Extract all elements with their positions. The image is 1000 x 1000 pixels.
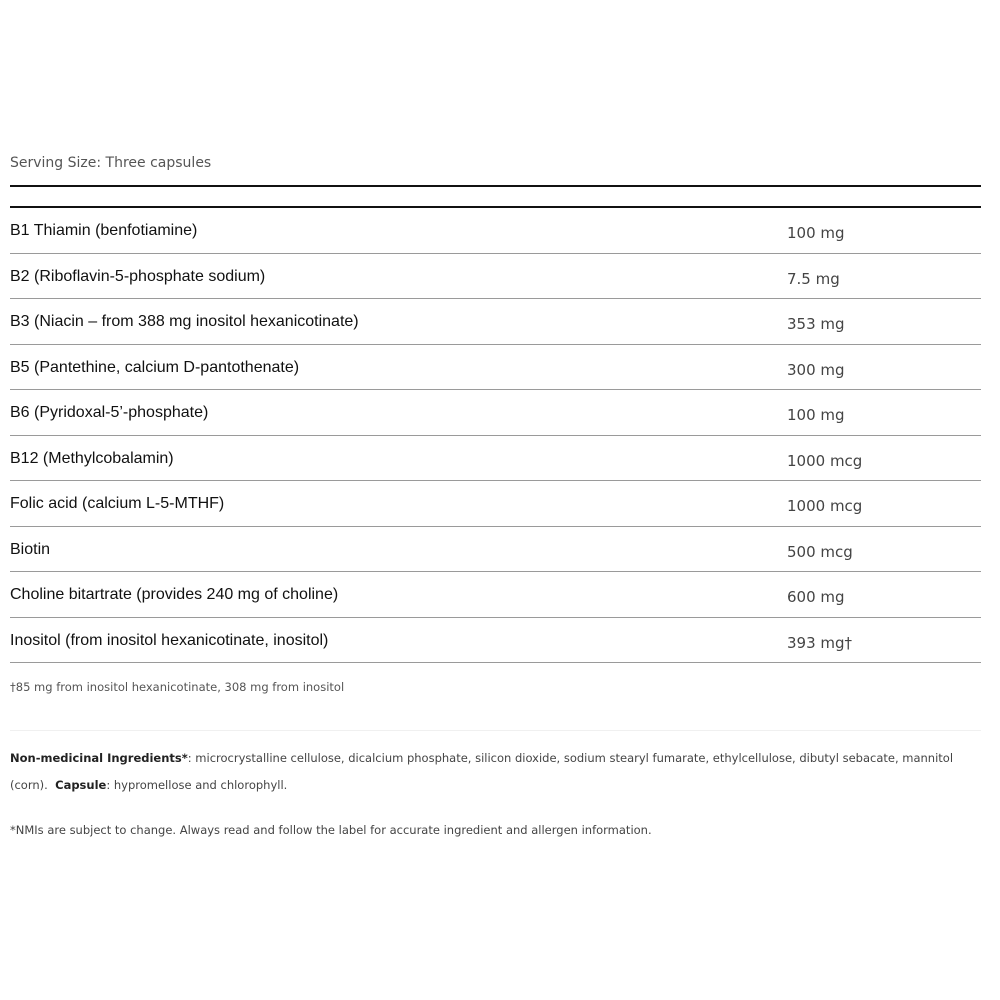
section-divider xyxy=(10,730,981,731)
capsule-text: : hypromellose and chlorophyll. xyxy=(106,778,288,792)
table-row xyxy=(10,481,981,527)
ingredient-amount: 393 mg† xyxy=(787,633,853,652)
ingredient-amount: 7.5 mg xyxy=(787,269,840,288)
table-row xyxy=(10,208,981,254)
ingredient-amount: 100 mg xyxy=(787,224,845,242)
ingredient-name: B1 Thiamin (benfotiamine) xyxy=(10,222,198,239)
ingredient-amount: 353 mg xyxy=(787,315,845,333)
nmi-label: Non-medicinal Ingredients* xyxy=(10,751,188,765)
table-footnote: †85 mg from inositol hexanicotinate, 308 mg from inositol xyxy=(10,680,345,694)
ingredient-amount: 300 mg xyxy=(787,360,845,379)
ingredient-name: Choline bitartrate (provides 240 mg of choline) xyxy=(10,586,339,603)
ingredient-name: Folic acid (calcium L-5-MTHF) xyxy=(10,495,225,512)
top-rule xyxy=(10,185,981,187)
table-row xyxy=(10,527,981,573)
ingredient-name: B2 (Riboflavin-5-phosphate sodium) xyxy=(10,267,266,285)
ingredient-name: B3 (Niacin – from 388 mg inositol hexanicotinate) xyxy=(10,313,359,330)
ingredient-amount: 1000 mcg xyxy=(787,451,863,470)
table-row xyxy=(10,390,981,436)
table-row xyxy=(10,572,981,618)
ingredient-name: B5 (Pantethine, calcium D-pantothenate) xyxy=(10,358,300,376)
table-row xyxy=(10,299,981,345)
ingredient-amount: 600 mg xyxy=(787,588,845,606)
serving-size: Serving Size: Three capsules xyxy=(10,155,212,171)
table-row xyxy=(10,436,981,482)
ingredient-amount: 1000 mcg xyxy=(787,497,863,515)
capsule-label: Capsule xyxy=(55,778,107,792)
ingredient-name: Inositol (from inositol hexanicotinate, inositol) xyxy=(10,631,329,649)
nmi-disclaimer: *NMIs are subject to change. Always read and follow the label for accurate ingredient and allergen information. xyxy=(10,823,652,837)
table-row xyxy=(10,345,981,391)
ingredient-name: B6 (Pyridoxal-5’-phosphate) xyxy=(10,404,209,421)
table-row xyxy=(10,618,981,664)
table-row xyxy=(10,254,981,300)
ingredient-amount: 500 mcg xyxy=(787,542,853,561)
ingredient-name: B12 (Methylcobalamin) xyxy=(10,449,174,467)
nmi-text: : microcrystalline cellulose, dicalcium phosphate, silicon dioxide, sodium stearyl fumarate, ethylcellulose, dibutyl sebacate, mannitol (corn). xyxy=(10,751,954,792)
ingredients-table xyxy=(10,208,981,663)
ingredient-name: Biotin xyxy=(10,540,51,558)
non-medicinal-ingredients xyxy=(10,745,985,799)
ingredient-amount: 100 mg xyxy=(787,406,845,424)
